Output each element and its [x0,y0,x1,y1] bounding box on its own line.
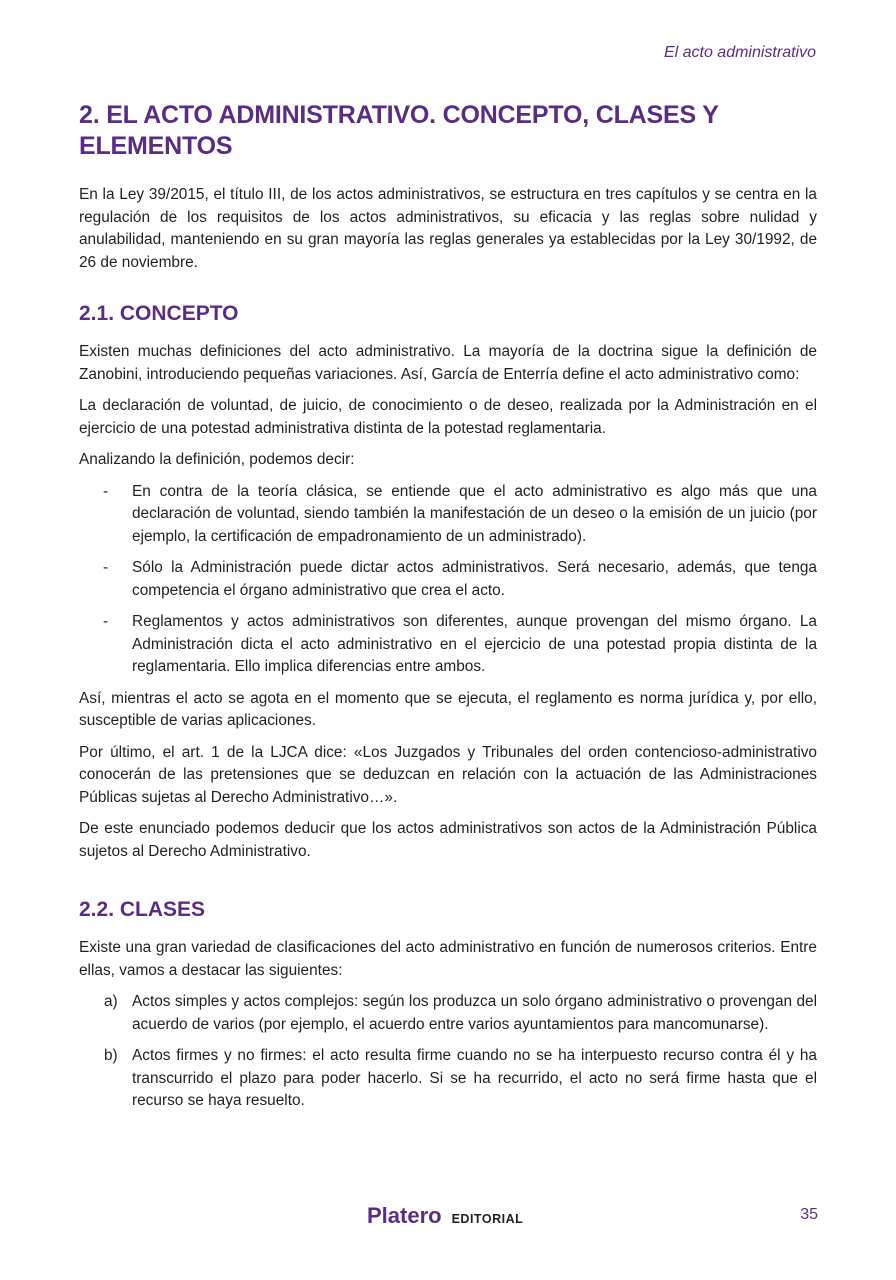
paragraph: Existen muchas definiciones del acto administrativo. La mayoría de la doctrina sigue la definición de Zanobini, introduciendo pequeñas variaciones. Así, García de Enterría define el acto administrativo como: [79,343,817,383]
list-marker: b) [104,1047,118,1064]
paragraph: De este enunciado podemos deducir que los actos administrativos son actos de la Administración Pública sujetos al Derecho Administrativo. [79,820,817,860]
paragraph: Analizando la definición, podemos decir: [79,451,355,468]
list-marker: a) [104,993,118,1010]
paragraph: Así, mientras el acto se agota en el momento que se ejecuta, el reglamento es norma jurídica y, por ello, susceptible de varias aplicaciones. [79,689,817,729]
section-heading-concepto: 2.1. CONCEPTO [79,302,239,325]
list-marker: - [103,559,109,576]
list-item-text: Sólo la Administración puede dictar actos administrativos. Será necesario, además, que tenga competencia el órgano administrativo que crea el acto. [132,559,817,599]
list-item [79,481,817,549]
intro-paragraph: En la Ley 39/2015, el título III, de los actos administrativos, se estructura en tres capítulos y se centra en la regulación de los requisitos de los actos administrativos, su eficacia y las reglas sobre nulidad y anulabilidad, manteniendo en su gran mayoría las reglas generales ya establecidas por la Ley 30/1992, de 26 de noviembre. [79,186,817,271]
list-item [79,611,817,679]
alpha-list [79,991,817,1113]
list-marker: - [103,482,109,500]
list-item-text: Actos simples y actos complejos: según los produzca un solo órgano administrativo o provengan del acuerdo de varios (por ejemplo, el acuerdo entre varios ayuntamientos para mancomunarse). [132,993,817,1033]
list-marker: - [103,613,109,630]
publisher-logo [367,1203,523,1229]
paragraph: La declaración de voluntad, de juicio, de conocimiento o de deseo, realizada por la Administración en el ejercicio de una potestad administrativa distinta de la potestad reglamentaria. [79,397,817,437]
list-item-text: Reglamentos y actos administrativos son diferentes, aunque provengan del mismo órgano. La Administración dicta el acto administrativo en el ejercicio de una potestad propia distinta de la reglamentaria. Ello implica diferencias entre ambos. [132,613,817,675]
dash-list [79,481,817,679]
list-item-text: En contra de la teoría clásica, se entiende que el acto administrativo es algo más que una declaración de voluntad, siendo también la manifestación de un deseo o la emisión de un juicio (por ejemplo, la certificación de empadronamiento de un administrado). [132,482,817,545]
list-item [79,557,817,602]
page-content [79,100,817,1122]
list-item-text: Actos firmes y no firmes: el acto resulta firme cuando no se ha interpuesto recurso contra él y ha transcurrido el plazo para poder hacerlo. Si se ha recurrido, el acto no será firme hasta que el recurso se haya resuelto. [132,1047,817,1109]
list-item [79,991,817,1036]
brand-name: Platero [367,1203,442,1228]
paragraph: Por último, el art. 1 de la LJCA dice: «Los Juzgados y Tribunales del orden contencioso-administrativo conocerán de las pretensiones que se deduzcan en relación con la actuación de las Administraciones Públicas sujetas al Derecho Administrativo…». [79,743,817,806]
page-number: 35 [800,1206,818,1223]
chapter-title: 2. EL ACTO ADMINISTRATIVO. CONCEPTO, CLASES Y ELEMENTOS [79,101,719,160]
section-heading-clases: 2.2. CLASES [79,898,206,921]
brand-subtitle: EDITORIAL [451,1212,524,1226]
paragraph: Existe una gran variedad de clasificaciones del acto administrativo en función de numerosos criterios. Entre ellas, vamos a destacar las siguientes: [79,939,817,979]
running-header: El acto administrativo [663,44,816,61]
list-item [79,1045,817,1113]
